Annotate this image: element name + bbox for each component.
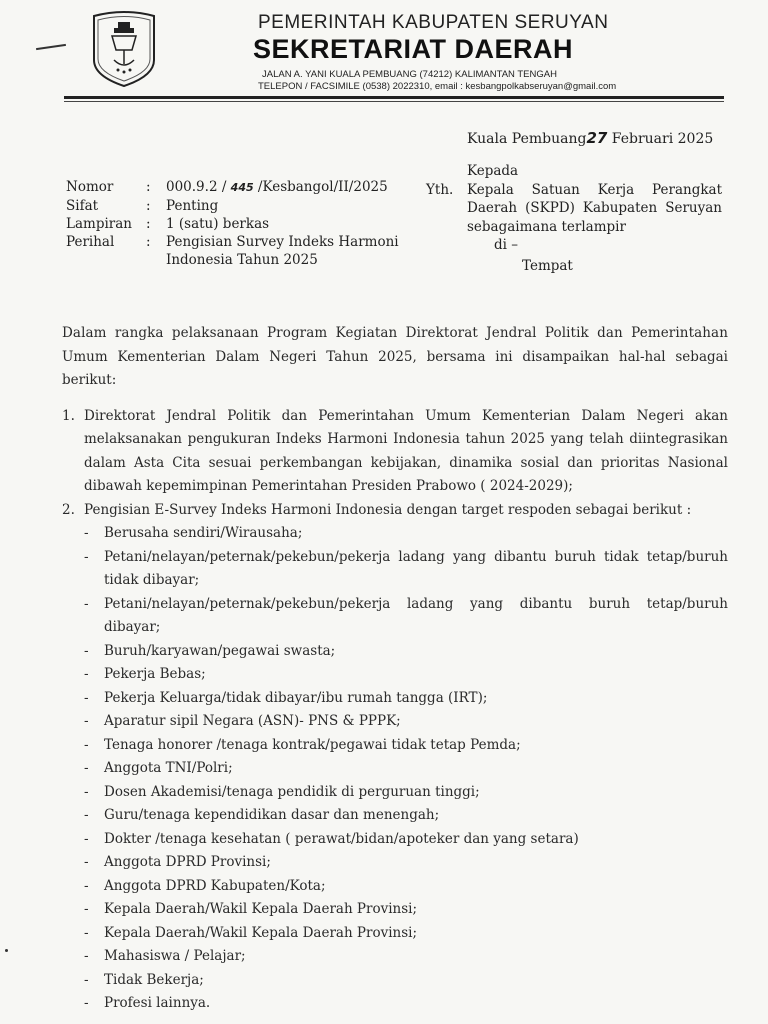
list-item-text: Pekerja Keluarga/tidak dibayar/ibu rumah tangga (IRT); [104, 689, 488, 706]
list-dash: - [84, 901, 89, 917]
numbered-item [62, 499, 728, 523]
list-item-text: Tenaga honorer /tenaga kontrak/pegawai tidak tetap Pemda; [104, 736, 521, 753]
meta-row-lampiran [66, 215, 406, 233]
list-item-text: Profesi lainnya. [104, 995, 211, 1011]
list-item-text: Mahasiswa / Pelajar; [104, 948, 246, 964]
list-dash: - [84, 760, 89, 776]
meta-separator: : [146, 198, 151, 214]
list-item-text-cont: tidak dibayar; [104, 572, 200, 588]
list-item-text: Kepala Daerah/Wakil Kepala Daerah Provinsi; [104, 901, 418, 917]
list-item [84, 734, 728, 758]
list-item [84, 640, 728, 664]
pen-stroke-mark [36, 44, 66, 50]
list-item-text: Petani/nelayan/peternak/pekebun/pekerja ladang yang dibantu buruh tetap/buruh [104, 595, 728, 612]
date-day-handwritten: 27 [586, 129, 608, 147]
list-item-text: Buruh/karyawan/pegawai swasta; [104, 642, 336, 659]
scan-speck [5, 949, 8, 952]
letter-meta [66, 178, 406, 269]
letter-body [62, 322, 728, 1016]
list-item [84, 992, 728, 1016]
item-line: Pengisian E-Survey Indeks Harmoni Indonesia dengan target respoden sebagai berikut : [84, 501, 692, 518]
list-item-text: Anggota DPRD Provinsi; [104, 854, 271, 870]
list-dash: - [84, 995, 89, 1011]
letter-date [467, 129, 713, 147]
recipient-line: Daerah (SKPD) Kabupaten Seruyan [467, 200, 722, 216]
list-item [84, 828, 728, 852]
nomor-prefix: 000.9.2 / [166, 179, 231, 195]
list-item [84, 922, 728, 946]
list-dash: - [84, 948, 89, 964]
kepada-label: Kepada [467, 163, 519, 179]
nomor-handwritten: 445 [230, 181, 254, 194]
list-item-text: Petani/nelayan/peternak/pekebun/pekerja ladang yang dibantu buruh tidak tetap/buruh [104, 548, 728, 565]
list-item-text: Guru/tenaga kependidikan dasar dan menengah; [104, 807, 440, 823]
list-item-text: Anggota DPRD Kabupaten/Kota; [104, 877, 326, 894]
list-item [84, 898, 728, 922]
list-dash: - [84, 783, 89, 800]
meta-row-sifat [66, 197, 406, 215]
recipient-tempat: Tempat [522, 257, 573, 274]
respondent-list [62, 522, 728, 1016]
meta-label: Lampiran [66, 216, 132, 232]
list-item [84, 875, 728, 899]
government-name: PEMERINTAH KABUPATEN SERUYAN [258, 12, 609, 33]
list-dash: - [84, 595, 89, 612]
item-line: dalam Asta Cita sesuai perkembangan kebijakan, dinamika sosial dan prioritas Nasional [84, 454, 728, 471]
list-item [84, 593, 728, 640]
list-item-text: Pekerja Bebas; [104, 666, 206, 682]
header-rule-thick [64, 96, 724, 99]
list-dash: - [84, 689, 89, 706]
kabupaten-emblem-icon [90, 10, 158, 88]
intro-line: Umum Kementerian Dalam Negeri Tahun 2025, bersama ini disampaikan hal-hal sebagai berikut: [62, 348, 728, 388]
list-dash: - [84, 548, 89, 565]
contact-line: TELEPON / FACSIMILE (0538) 2022310, email : kesbangpolkabseruyan@gmail.com [258, 81, 617, 92]
header-rule-thin [64, 101, 724, 102]
nomor-suffix: /Kesbangol/II/2025 [253, 179, 388, 195]
list-item [84, 663, 728, 687]
list-dash: - [84, 713, 89, 729]
list-item-text: Berusaha sendiri/Wirausaha; [104, 525, 303, 541]
list-item-text: Aparatur sipil Negara (ASN)- PNS & PPPK; [104, 713, 401, 729]
yth-label: Yth. [426, 182, 454, 198]
meta-row-nomor [66, 178, 406, 197]
list-dash: - [84, 666, 89, 682]
list-item [84, 781, 728, 805]
perihal-line1: Pengisian Survey Indeks Harmoni [166, 234, 399, 250]
list-dash: - [84, 642, 89, 659]
numbered-item [62, 405, 728, 499]
meta-value [166, 233, 406, 269]
list-item-text: Kepala Daerah/Wakil Kepala Daerah Provinsi; [104, 924, 418, 941]
recipient-di: di – [494, 237, 519, 253]
list-dash: - [84, 736, 89, 753]
list-item-text: Dosen Akademisi/tenaga pendidik di perguruan tinggi; [104, 783, 480, 800]
list-dash: - [84, 924, 89, 941]
item-number: 1. [62, 407, 75, 424]
recipient-block [467, 162, 722, 275]
recipient-line: Kepala Satuan Kerja Perangkat [467, 181, 722, 198]
list-item [84, 546, 728, 593]
meta-row-perihal [66, 233, 406, 269]
list-item [84, 522, 728, 546]
list-item-text-cont: dibayar; [104, 619, 161, 635]
list-item-text: Anggota TNI/Polri; [104, 760, 233, 776]
list-dash: - [84, 877, 89, 894]
meta-separator: : [146, 179, 151, 195]
list-item [84, 687, 728, 711]
item-line: dibawah kepemimpinan Pemerintahan Presiden Prabowo ( 2024-2029); [84, 478, 573, 494]
intro-line: Dalam rangka pelaksanaan Program Kegiatan Direktorat Jendral Politik dan Pemerintahan [62, 325, 728, 341]
meta-value: 1 (satu) berkas [166, 216, 270, 232]
meta-separator: : [146, 234, 151, 250]
list-item [84, 945, 728, 969]
meta-separator: : [146, 216, 151, 232]
list-item [84, 757, 728, 781]
organization-name: SEKRETARIAT DAERAH [253, 34, 574, 64]
list-item [84, 804, 728, 828]
perihal-line2: Indonesia Tahun 2025 [166, 252, 318, 268]
meta-label: Nomor [66, 179, 114, 195]
list-dash: - [84, 830, 89, 847]
list-item [84, 851, 728, 875]
item-number: 2. [62, 501, 75, 518]
list-dash: - [84, 807, 89, 823]
item-line: Direktorat Jendral Politik dan Pemerintahan Umum Kementerian Dalam Negeri akan [84, 407, 728, 424]
meta-label: Perihal [66, 234, 115, 250]
list-dash: - [84, 854, 89, 870]
address-line: JALAN A. YANI KUALA PEMBUANG (74212) KALIMANTAN TENGAH [262, 69, 557, 80]
date-month-year: Februari 2025 [611, 131, 714, 147]
list-item [84, 969, 728, 993]
item-line: melaksanakan pengukuran Indeks Harmoni Indonesia tahun 2025 yang telah diintegrasikan [84, 431, 728, 447]
meta-value: Penting [166, 198, 219, 214]
list-item [84, 710, 728, 734]
meta-label: Sifat [66, 198, 99, 214]
list-item-text: Tidak Bekerja; [104, 971, 204, 988]
meta-value [166, 178, 406, 197]
list-dash: - [84, 971, 89, 988]
list-item-text: Dokter /tenaga kesehatan ( perawat/bidan/apoteker dan yang setara) [104, 830, 579, 847]
date-place: Kuala Pembuang [467, 131, 587, 147]
list-dash: - [84, 525, 89, 541]
recipient-line: sebagaimana terlampir [467, 218, 626, 235]
